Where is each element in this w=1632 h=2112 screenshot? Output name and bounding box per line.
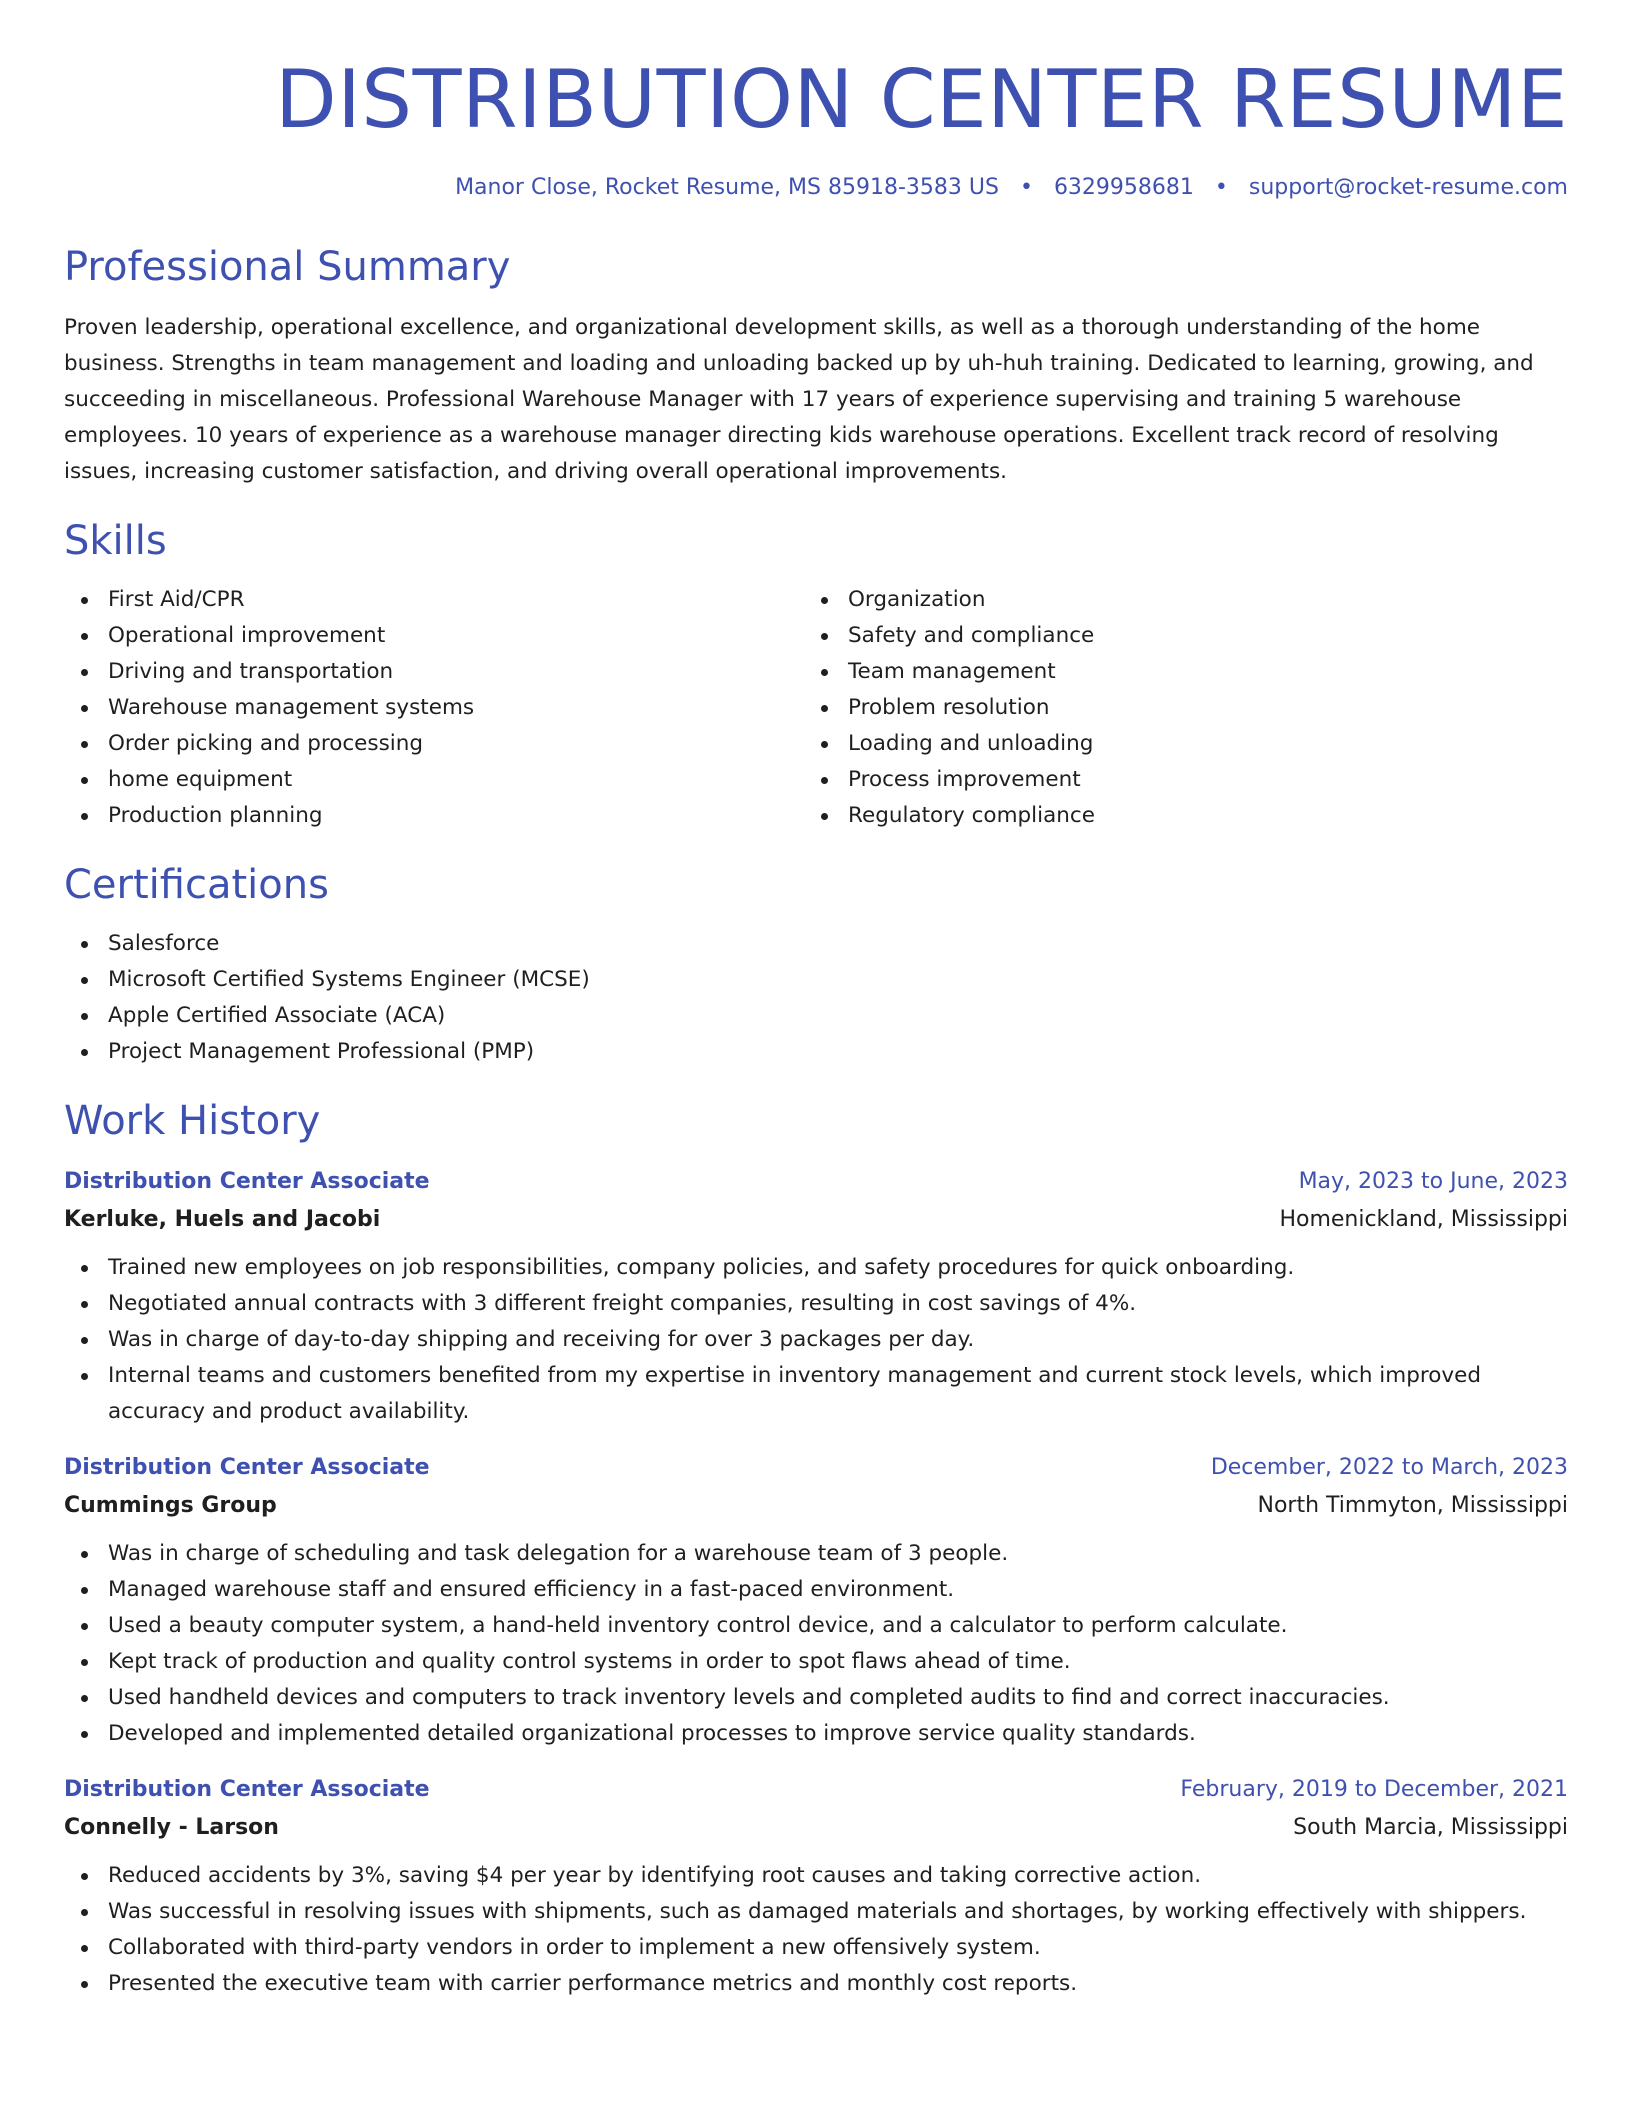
job-company-row [64,1808,1568,1848]
job-location: Homenickland, Mississippi [1279,1207,1568,1232]
skill-item: Operational improvement [108,618,804,654]
section-heading-work-history: Work History [64,1098,321,1144]
resume-header [64,50,1568,202]
skill-item: Loading and unloading [848,726,1404,762]
contact-line [64,174,1568,202]
skill-item: Regulatory compliance [848,798,1404,834]
skill-item: First Aid/CPR [108,582,804,618]
certification-item: Microsoft Certified Systems Engineer (MCSE) [108,962,1568,998]
certification-item: Salesforce [108,926,1568,962]
page-title: DISTRIBUTION CENTER RESUME [275,53,1568,146]
work-history-section [64,1096,1568,2002]
skill-item: Organization [848,582,1404,618]
job-bullet: Negotiated annual contracts with 3 different freight companies, resulting in cost savings of 4%. [108,1286,1568,1322]
contact-separator: • [1019,175,1033,200]
skill-item: Production planning [108,798,804,834]
job-bullet: Trained new employees on job responsibilities, company policies, and safety procedures for quick onboarding. [108,1250,1568,1286]
job-location: South Marcia, Mississippi [1293,1815,1568,1840]
job-entry [64,1772,1568,2002]
skills-list-right [804,582,1404,834]
job-title: Distribution Center Associate [64,1777,430,1802]
skill-item: Safety and compliance [848,618,1404,654]
skill-item: Team management [848,654,1404,690]
skills-column-right [804,582,1404,834]
skill-item: Driving and transportation [108,654,804,690]
job-dates: February, 2019 to December, 2021 [1180,1777,1568,1802]
skills-section [64,516,1568,834]
job-title-row [64,1772,1568,1808]
job-bullet: Reduced accidents by 3%, saving $4 per year by identifying root causes and taking corrective action. [108,1858,1568,1894]
job-entry [64,1450,1568,1752]
job-company: Cummings Group [64,1493,277,1518]
skill-item: home equipment [108,762,804,798]
job-company-row [64,1200,1568,1240]
job-title-row [64,1164,1568,1200]
job-title: Distribution Center Associate [64,1169,430,1194]
job-title: Distribution Center Associate [64,1455,430,1480]
job-bullet: Managed warehouse staff and ensured efficiency in a fast-paced environment. [108,1572,1568,1608]
skills-grid [64,582,1568,834]
job-bullet: Kept track of production and quality control systems in order to spot flaws ahead of time. [108,1644,1568,1680]
skill-item: Problem resolution [848,690,1404,726]
professional-summary-section [64,242,1568,490]
contact-separator: • [1214,175,1228,200]
certifications-section [64,860,1568,1070]
job-entry [64,1164,1568,1430]
job-company: Kerluke, Huels and Jacobi [64,1207,381,1232]
job-bullets [64,1858,1568,2002]
section-heading-certifications: Certifications [64,862,329,908]
job-company: Connelly - Larson [64,1815,279,1840]
certification-item: Project Management Professional (PMP) [108,1034,1568,1070]
job-title-row [64,1450,1568,1486]
skill-item: Process improvement [848,762,1404,798]
job-bullet: Was successful in resolving issues with shipments, such as damaged materials and shortages, by working effectively with shippers. [108,1894,1568,1930]
job-bullet: Was in charge of scheduling and task delegation for a warehouse team of 3 people. [108,1536,1568,1572]
section-heading-summary: Professional Summary [64,244,511,290]
job-bullets [64,1536,1568,1752]
job-bullets [64,1250,1568,1430]
job-bullet: Presented the executive team with carrier performance metrics and monthly cost reports. [108,1966,1568,2002]
job-dates: May, 2023 to June, 2023 [1298,1169,1568,1194]
summary-text: Proven leadership, operational excellence, and organizational development skills, as well as a thorough understanding of the home business. Strengths in team management and loading and unloading backed up by uh-huh training. Dedicated to learning, growing, and succeeding in miscellaneous. Professional Warehouse Manager with 17 years of experience supervising and training 5 warehouse employees. 10 years of experience as a warehouse manager directing kids warehouse operations. Excellent track record of resolving issues, increasing customer satisfaction, and driving overall operational improvements. [64,315,1534,484]
job-bullet: Was in charge of day-to-day shipping and receiving for over 3 packages per day. [108,1322,1568,1358]
skill-item: Order picking and processing [108,726,804,762]
job-bullet: Collaborated with third-party vendors in order to implement a new offensively system. [108,1930,1568,1966]
job-dates: December, 2022 to March, 2023 [1210,1455,1568,1480]
skill-item: Warehouse management systems [108,690,804,726]
skills-list-left [64,582,804,834]
contact-address: Manor Close, Rocket Resume, MS 85918-3583 US [455,175,999,200]
job-location: North Timmyton, Mississippi [1257,1493,1568,1518]
skills-column-left [64,582,804,834]
job-bullet: Developed and implemented detailed organizational processes to improve service quality standards. [108,1716,1568,1752]
section-heading-skills: Skills [64,518,167,564]
certifications-list [64,926,1568,1070]
job-bullet: Used a beauty computer system, a hand-held inventory control device, and a calculator to perform calculate. [108,1608,1568,1644]
contact-phone: 6329958681 [1053,175,1194,200]
certification-item: Apple Certified Associate (ACA) [108,998,1568,1034]
job-company-row [64,1486,1568,1526]
contact-email[interactable]: support@rocket-resume.com [1248,175,1568,200]
job-bullet: Used handheld devices and computers to track inventory levels and completed audits to find and correct inaccuracies. [108,1680,1568,1716]
job-bullet: Internal teams and customers benefited from my expertise in inventory management and current stock levels, which improved accuracy and product availability. [108,1358,1568,1430]
